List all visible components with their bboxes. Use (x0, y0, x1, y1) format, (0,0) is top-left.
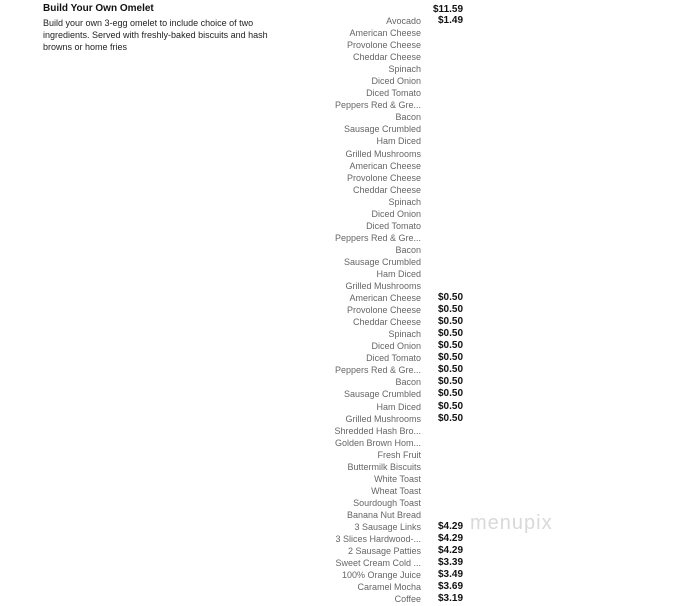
option-label: Provolone Cheese (346, 305, 421, 316)
option-row[interactable] (300, 364, 470, 376)
option-price: $0.50 (438, 364, 464, 376)
option-label: Diced Tomato (366, 88, 421, 99)
option-row[interactable] (300, 244, 470, 256)
option-label: Wheat Toast (371, 485, 421, 496)
option-label: 100% Orange Juice (341, 570, 421, 581)
option-row[interactable] (300, 509, 470, 521)
option-row[interactable] (300, 160, 470, 172)
option-label: Spinach (388, 329, 421, 340)
option-row[interactable] (300, 473, 470, 485)
option-row[interactable] (300, 413, 470, 425)
option-price: $1.49 (438, 15, 464, 26)
option-row[interactable] (300, 545, 470, 557)
option-label: Sourdough Toast (353, 497, 421, 508)
option-label: Sweet Cream Cold ... (335, 558, 421, 569)
option-row[interactable] (300, 388, 470, 400)
option-row[interactable] (300, 87, 470, 99)
option-label: Grilled Mushrooms (345, 148, 421, 159)
item-description: Build your own 3-egg omelet to include choice of two ingredients. Served with freshly-baked biscuits and hash browns or home fries (43, 18, 268, 52)
option-label: Peppers Red & Gre... (334, 100, 421, 111)
option-price: $0.50 (438, 400, 464, 412)
option-price: $4.29 (438, 545, 464, 557)
option-row[interactable] (300, 316, 470, 328)
option-row[interactable] (300, 449, 470, 461)
option-label: Cheddar Cheese (352, 52, 421, 63)
option-label: Ham Diced (376, 268, 421, 279)
option-label: Grilled Mushrooms (345, 281, 421, 292)
option-label: Buttermilk Biscuits (347, 461, 421, 472)
option-label: Fresh Fruit (377, 449, 421, 460)
option-row[interactable] (300, 172, 470, 184)
option-row[interactable] (300, 340, 470, 352)
option-label: 3 Sausage Links (354, 521, 421, 532)
option-label: Diced Onion (371, 208, 421, 219)
option-label: Bacon (395, 244, 421, 255)
option-row[interactable] (300, 581, 470, 593)
option-row[interactable] (300, 184, 470, 196)
option-row[interactable] (300, 51, 470, 63)
option-label: Diced Onion (371, 341, 421, 352)
option-label: American Cheese (349, 160, 421, 171)
option-label: Avocado (386, 16, 421, 26)
option-label: Bacon (395, 112, 421, 123)
option-row[interactable] (300, 401, 470, 413)
option-row[interactable] (300, 15, 470, 27)
option-price: $0.50 (438, 316, 464, 328)
option-row[interactable] (300, 521, 470, 533)
option-label: Sausage Crumbled (343, 389, 421, 400)
option-price: $3.39 (438, 557, 464, 569)
option-label: Golden Brown Hom... (334, 437, 421, 448)
option-row[interactable] (300, 292, 470, 304)
option-label: Peppers Red & Gre... (334, 365, 421, 376)
options-list (300, 15, 470, 605)
option-label: Shredded Hash Bro... (334, 425, 421, 436)
option-row[interactable] (300, 256, 470, 268)
option-price: $3.19 (438, 593, 464, 605)
option-row[interactable] (300, 569, 470, 581)
option-price: $0.50 (438, 388, 464, 400)
option-label: Cheddar Cheese (352, 317, 421, 328)
option-label: White Toast (374, 473, 421, 484)
option-label: Ham Diced (376, 401, 421, 412)
option-row[interactable] (300, 148, 470, 160)
option-row[interactable] (300, 328, 470, 340)
option-row[interactable] (300, 593, 470, 605)
option-row[interactable] (300, 497, 470, 509)
option-label: Spinach (388, 64, 421, 75)
option-price: $0.50 (438, 304, 464, 316)
option-row[interactable] (300, 425, 470, 437)
option-row[interactable] (300, 63, 470, 75)
option-label: Provolone Cheese (346, 172, 421, 183)
option-price: $0.50 (438, 412, 464, 424)
option-label: American Cheese (349, 293, 421, 304)
option-label: American Cheese (349, 28, 421, 39)
option-row[interactable] (300, 75, 470, 87)
option-price: $0.50 (438, 376, 464, 388)
option-label: Bacon (395, 377, 421, 388)
option-row[interactable] (300, 27, 470, 39)
option-price: $3.69 (438, 581, 464, 593)
option-label: Diced Onion (371, 76, 421, 87)
option-label: Provolone Cheese (346, 40, 421, 51)
item-title: Build Your Own Omelet (43, 3, 154, 14)
option-label: Spinach (388, 196, 421, 207)
option-label: Sausage Crumbled (343, 256, 421, 267)
option-price: $0.50 (438, 340, 464, 352)
option-row[interactable] (300, 232, 470, 244)
option-price: $0.50 (438, 352, 464, 364)
option-label: Grilled Mushrooms (345, 413, 421, 424)
option-label: 2 Sausage Patties (347, 546, 421, 557)
option-label: 3 Slices Hardwood-... (335, 534, 421, 545)
option-row[interactable] (300, 485, 470, 497)
option-row[interactable] (300, 39, 470, 51)
option-row[interactable] (300, 268, 470, 280)
option-label: Caramel Mocha (357, 582, 421, 593)
option-price: $3.49 (438, 569, 464, 581)
option-price: $4.29 (438, 520, 464, 532)
option-label: Sausage Crumbled (343, 124, 421, 135)
item-price: $11.59 (433, 4, 464, 15)
option-label: Diced Tomato (366, 220, 421, 231)
option-label: Peppers Red & Gre... (334, 232, 421, 243)
option-price: $4.29 (438, 533, 464, 545)
option-row[interactable] (300, 437, 470, 449)
option-label: Cheddar Cheese (352, 184, 421, 195)
option-row[interactable] (300, 111, 470, 123)
option-row[interactable] (300, 557, 470, 569)
option-row[interactable] (300, 280, 470, 292)
option-row[interactable] (300, 461, 470, 473)
option-row[interactable] (300, 99, 470, 111)
option-row[interactable] (300, 304, 470, 316)
option-row[interactable] (300, 208, 470, 220)
option-label: Ham Diced (376, 136, 421, 147)
option-row[interactable] (300, 196, 470, 208)
option-price: $0.50 (438, 328, 464, 340)
option-row[interactable] (300, 123, 470, 135)
option-row[interactable] (300, 220, 470, 232)
option-label: Coffee (394, 594, 421, 605)
option-row[interactable] (300, 135, 470, 147)
option-row[interactable] (300, 352, 470, 364)
option-row[interactable] (300, 533, 470, 545)
option-price: $0.50 (438, 292, 464, 304)
option-label: Banana Nut Bread (346, 509, 421, 520)
option-label: Diced Tomato (366, 353, 421, 364)
watermark: menupix (470, 512, 553, 534)
option-row[interactable] (300, 376, 470, 388)
